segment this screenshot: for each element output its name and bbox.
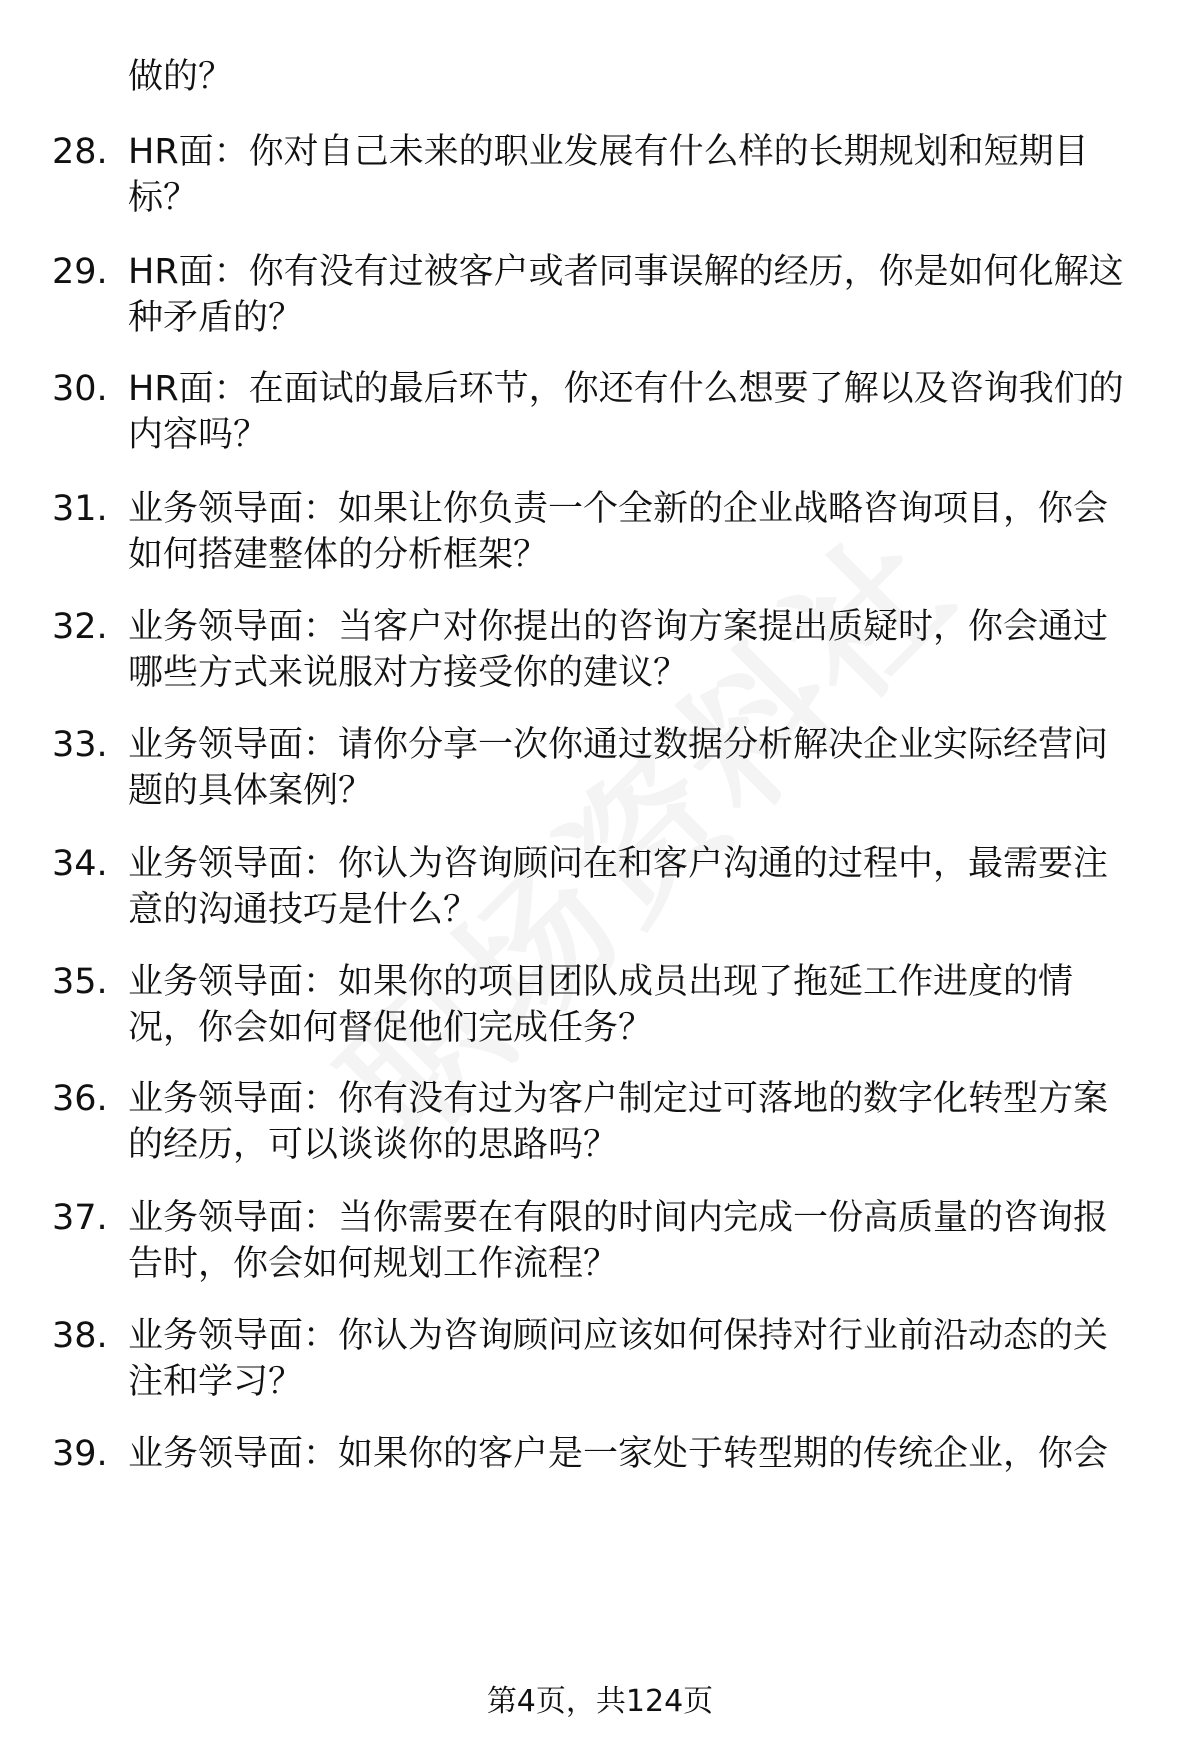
item-line: 内容吗？ [128,415,269,455]
item-line: 业务领导面：你有没有过为客户制定过可落地的数字化转型方案 [128,1079,1109,1119]
item-number: 29. [52,252,108,292]
item-number: 37. [52,1198,108,1238]
item-line: HR面：你对自己未来的职业发展有什么样的长期规划和短期目 [128,132,1089,172]
item-line: 业务领导面：当客户对你提出的咨询方案提出质疑时，你会通过 [128,607,1109,647]
item-line: 告时，你会如何规划工作流程？ [128,1244,619,1284]
item-number: 36. [52,1079,108,1119]
item-line: HR面：在面试的最后环节，你还有什么想要了解以及咨询我们的 [128,369,1124,409]
item-number: 28. [52,132,108,172]
item-number: 33. [52,725,108,765]
item-line: HR面：你有没有过被客户或者同事误解的经历，你是如何化解这 [128,252,1124,292]
item-line: 意的沟通技巧是什么？ [128,890,479,930]
item-number: 39. [52,1434,108,1474]
item-number: 34. [52,844,108,884]
item-number: 30. [52,369,108,409]
item-line: 做的？ [128,57,234,97]
item-line: 哪些方式来说服对方接受你的建议？ [128,653,689,693]
item-number: 31. [52,489,108,529]
item-number: 38. [52,1316,108,1356]
item-number: 32. [52,607,108,647]
item-line: 种矛盾的？ [128,298,304,338]
item-line: 业务领导面：当你需要在有限的时间内完成一份高质量的咨询报 [128,1198,1109,1238]
item-line: 业务领导面：如果你的项目团队成员出现了拖延工作进度的情 [128,962,1074,1002]
item-line: 注和学习？ [128,1362,304,1402]
item-line: 业务领导面：请你分享一次你通过数据分析解决企业实际经营问 [128,725,1109,765]
item-line: 业务领导面：如果让你负责一个全新的企业战略咨询项目，你会 [128,489,1109,529]
item-line: 业务领导面：你认为咨询顾问在和客户沟通的过程中，最需要注 [128,844,1109,884]
item-number: 35. [52,962,108,1002]
item-line: 业务领导面：你认为咨询顾问应该如何保持对行业前沿动态的关 [128,1316,1109,1356]
item-line: 业务领导面：如果你的客户是一家处于转型期的传统企业，你会 [128,1434,1109,1474]
item-line: 况，你会如何督促他们完成任务？ [128,1008,654,1048]
item-line: 标？ [128,178,199,218]
item-line: 的经历，可以谈谈你的思路吗？ [128,1125,619,1165]
item-line: 题的具体案例？ [128,771,374,811]
page-footer: 第4页，共124页 [486,1684,714,1719]
item-line: 如何搭建整体的分析框架？ [128,535,549,575]
